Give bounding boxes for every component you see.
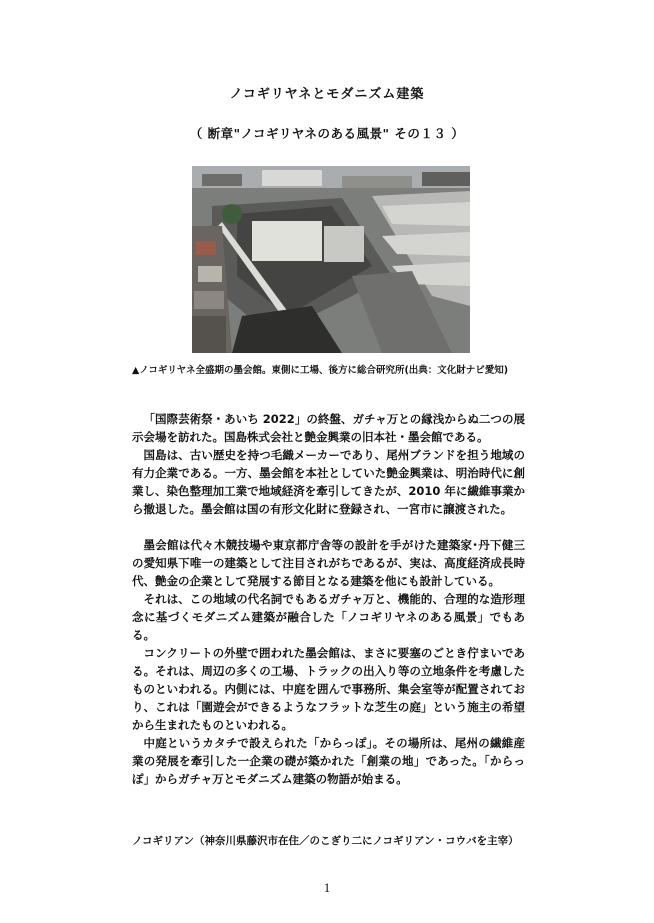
author-byline: ノコギリアン（神奈川県藤沢市在住／のこぎり二にノコギリアン・コウバを主宰） bbox=[132, 835, 519, 847]
photo-caption: ▲ノコギリヤネ全盛期の墨会館。東側に工場、後方に総合研究所(出典：文化財ナビ愛知) bbox=[132, 365, 509, 376]
section-2 bbox=[132, 536, 525, 644]
paragraph: 中庭というカタチで設えられた「からっぽ」。その場所は、尾州の繊維産業の発展を牽引した一企業の礎が築かれた「創業の地」であった。「からっぽ」からガチャ万とモダニズム建築の物語が始まる。 bbox=[132, 736, 525, 786]
section-3 bbox=[132, 644, 525, 788]
page-number: 1 bbox=[323, 880, 331, 895]
paragraph: 「国際芸術祭・あいち 2022」の終盤、ガチャ万との縁浅からぬ二つの展示会場を訪れた。国島株式会社と艶金興業の旧本社・墨会館である。 bbox=[132, 412, 525, 444]
article-subtitle: （ 断章"ノコギリヤネのある風景" その１３ ） bbox=[189, 126, 465, 141]
article-title: ノコギリヤネとモダニズム建築 bbox=[229, 87, 425, 102]
paragraph: 墨会館は代々木競技場や東京都庁舎等の設計を手がけた建築家･丹下健三の愛知県下唯一の建築として注目されがちであるが、実は、高度経済成長時代、艶金の企業として発展する節目となる建築を他にも設計している。 bbox=[132, 538, 525, 588]
paragraph: 国島は、古い歴史を持つ毛織メーカーであり、尾州ブランドを担う地域の有力企業である。一方、墨会館を本社としていた艶金興業は、明治時代に創業し、染色整理加工業で地域経済を牽引してきたが、2010 年に繊維事業から撤退した。墨会館は国の有形文化財に登録され、一宮市に譲渡された。 bbox=[132, 448, 525, 516]
paragraph: それは、この地域の代名詞でもあるガチャ万と、機能的、合理的な造形理念に基づくモダニズム建築が融合した「ノコギリヤネのある風景」でもある。 bbox=[132, 592, 525, 642]
section-1 bbox=[132, 410, 525, 518]
paragraph: コンクリートの外壁で囲われた墨会館は、まさに要塞のごとき佇まいである。それは、周辺の多くの工場、トラックの出入り等の立地条件を考慮したものといわれる。内側には、中庭を囲んで事務所、集会室等が配置されており、これは「園遊会ができるようなフラットな芝生の庭」という施主の希望から生まれたものといわれる。 bbox=[132, 646, 525, 732]
aerial-photo bbox=[192, 166, 470, 353]
